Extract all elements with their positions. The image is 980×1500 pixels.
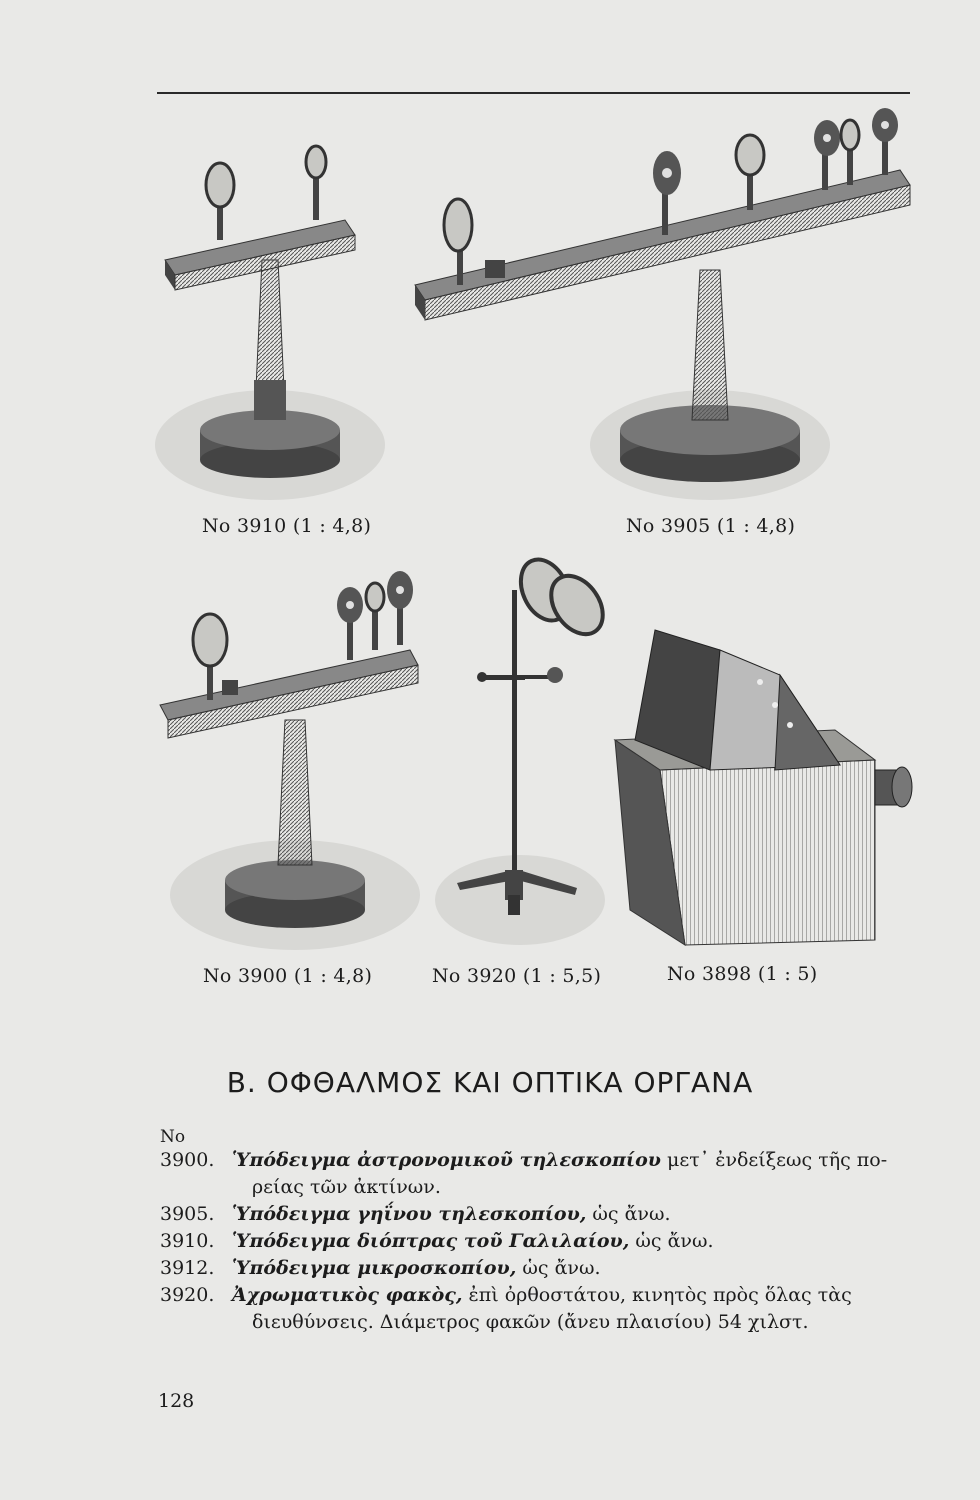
entry-text	[232, 1228, 920, 1255]
section-heading: Β. ΟΦΘΑΛΜΟΣ ΚΑΙ ΟΠΤΙΚΑ ΟΡΓΑΝΑ	[226, 1066, 754, 1099]
top-rule	[157, 92, 910, 94]
catalog-entry	[160, 1228, 920, 1255]
entry-description-continued: ρείας τῶν ἀκτίνων.	[252, 1176, 441, 1198]
entry-number: 3910.	[160, 1230, 215, 1252]
optical-bench-small-illustration	[150, 140, 390, 510]
entry-description: ἐπὶ ὀρθοστάτου, κινητὸς πρὸς ὅλας τὰς	[468, 1284, 852, 1306]
entry-description: μετ᾽ ἐνδείξεως τῆς πο-	[667, 1149, 888, 1171]
catalog-entry-continuation	[160, 1309, 920, 1336]
entry-number: 3912.	[160, 1257, 215, 1279]
entry-title: Ὑπόδειγμα ἀστρονομικοῦ τηλεσκοπίου	[232, 1149, 661, 1171]
entry-title: Ὑπόδειγμα γηΐνου τηλεσκοπίου,	[232, 1203, 587, 1225]
entry-number: 3920.	[160, 1284, 215, 1306]
catalog-entry-continuation	[160, 1174, 920, 1201]
entry-number: 3905.	[160, 1203, 215, 1225]
entry-title: Ὑπόδειγμα διόπτρας τοῦ Γαλιλαίου,	[232, 1230, 630, 1252]
entry-description: ὡς ἄνω.	[635, 1230, 714, 1252]
eye-model-box-illustration	[610, 620, 915, 955]
figure-caption: No 3900 (1 : 4,8)	[203, 965, 373, 987]
entry-title: Ἀχρωματικὸς φακὸς,	[232, 1284, 463, 1306]
number-column-label: No	[160, 1127, 186, 1147]
entry-text	[232, 1255, 920, 1282]
optical-bench-large-illustration	[410, 100, 915, 510]
lens-on-stand-illustration	[435, 550, 615, 950]
entry-text	[232, 1201, 920, 1228]
catalog-entries	[160, 1147, 920, 1336]
catalog-entry	[160, 1282, 920, 1309]
catalog-entry	[160, 1255, 920, 1282]
entry-description: ὡς ἄνω.	[522, 1257, 601, 1279]
entry-text	[232, 1147, 920, 1174]
optical-bench-medium-illustration	[150, 565, 425, 960]
entry-description-continued: διευθύνσεις. Διάμετρος φακῶν (ἄνευ πλαισίου) 54 χιλστ.	[252, 1311, 809, 1333]
figure-caption: No 3898 (1 : 5)	[667, 963, 818, 985]
page-number: 128	[158, 1390, 195, 1412]
entry-description: ὡς ἄνω.	[592, 1203, 671, 1225]
catalog-entry	[160, 1201, 920, 1228]
figure-caption: No 3905 (1 : 4,8)	[626, 515, 796, 537]
entry-text	[232, 1282, 920, 1309]
figure-caption: No 3910 (1 : 4,8)	[202, 515, 372, 537]
figure-caption: No 3920 (1 : 5,5)	[432, 965, 602, 987]
entry-title: Ὑπόδειγμα μικροσκοπίου,	[232, 1257, 517, 1279]
catalog-entry	[160, 1147, 920, 1174]
entry-number: 3900.	[160, 1149, 215, 1171]
